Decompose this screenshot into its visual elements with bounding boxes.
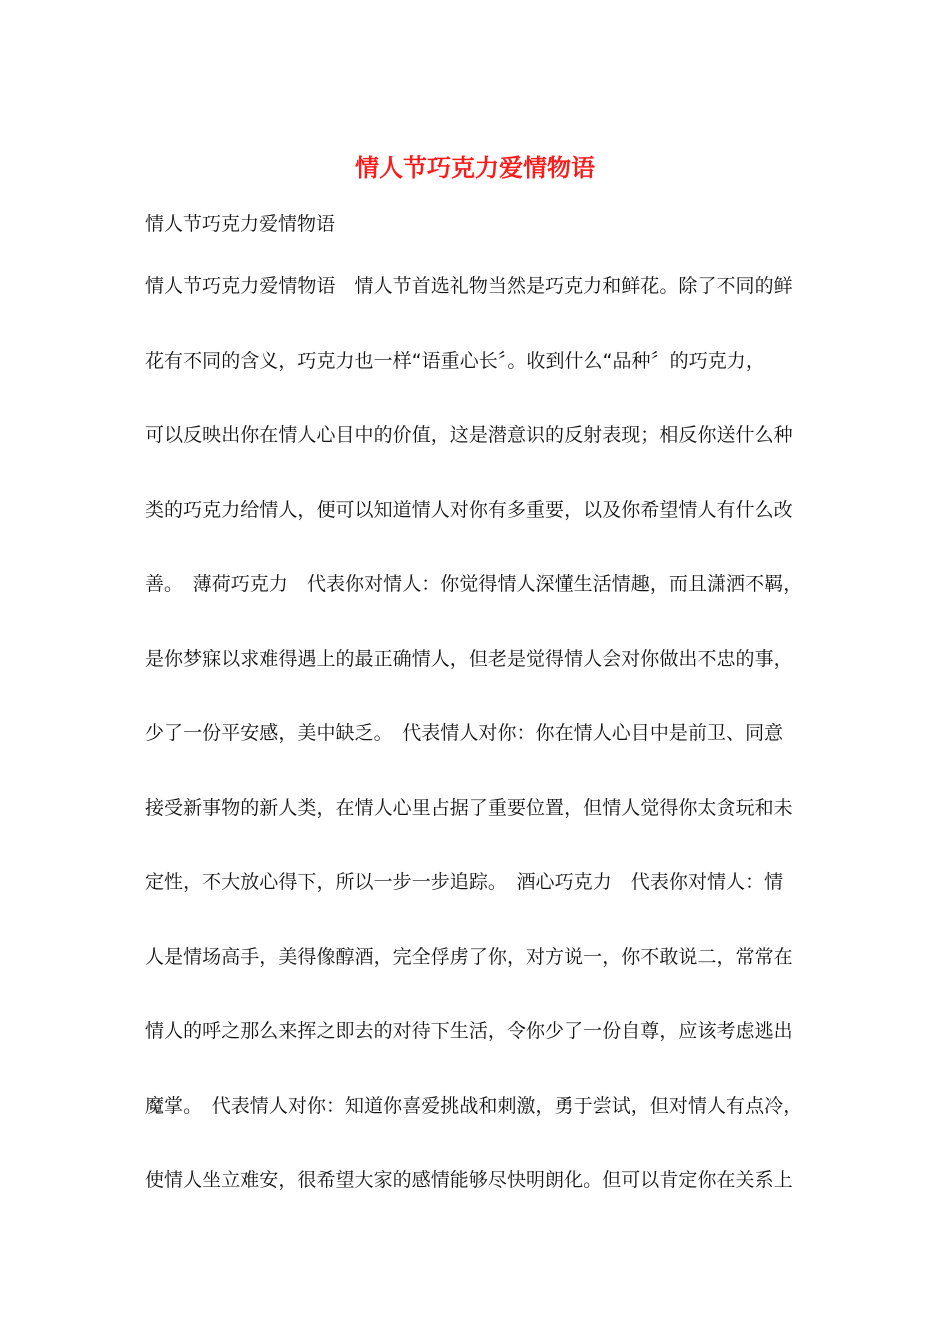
document-title: 情人节巧克力爱情物语: [355, 154, 595, 182]
body-line: 类的巧克力给情人，便可以知道情人对你有多重要，以及你希望情人有什么改: [145, 498, 793, 521]
body-line: 可以反映出你在情人心目中的价值，这是潜意识的反射表现；相反你送什么种: [145, 424, 793, 446]
body-line: 善。 薄荷巧克力 代表你对情人：你觉得情人深懂生活情趣，而且潇洒不羁，: [145, 573, 803, 595]
body-line: 情人的呼之那么来挥之即去的对待下生活，令你少了一份自尊，应该考虑逃出: [145, 1020, 793, 1042]
body-line: 魔掌。 代表情人对你：知道你喜爱挑战和刺激，勇于尝试，但对情人有点冷，: [145, 1094, 803, 1117]
body-line: 情人节巧克力爱情物语 情人节首选礼物当然是巧克力和鲜花。除了不同的鲜: [145, 275, 793, 297]
body-line: 少了一份平安感，美中缺乏。 代表情人对你：你在情人心目中是前卫、同意: [145, 722, 784, 744]
body-line: 人是情场高手，美得像醇酒，完全俘虏了你，对方说一，你不敢说二，常常在: [145, 945, 793, 968]
body-line: 使情人坐立难安，很希望大家的感情能够尽快明朗化。但可以肯定你在关系上: [145, 1169, 793, 1191]
body-line: 接受新事物的新人类，在情人心里占据了重要位置，但情人觉得你太贪玩和未: [145, 796, 793, 819]
document-body: [145, 271, 825, 1240]
body-line: 定性，不大放心得下，所以一步一步追踪。 酒心巧克力 代表你对情人：情: [145, 871, 784, 893]
body-line: 花有不同的含义，巧克力也一样“语重心长〞。收到什么“品种〞的巧克力，: [145, 349, 765, 372]
document-subtitle: 情人节巧克力爱情物语: [145, 213, 336, 235]
body-line: 是你梦寐以求难得遇上的最正确情人，但老是觉得情人会对你做出不忠的事，: [145, 647, 793, 670]
